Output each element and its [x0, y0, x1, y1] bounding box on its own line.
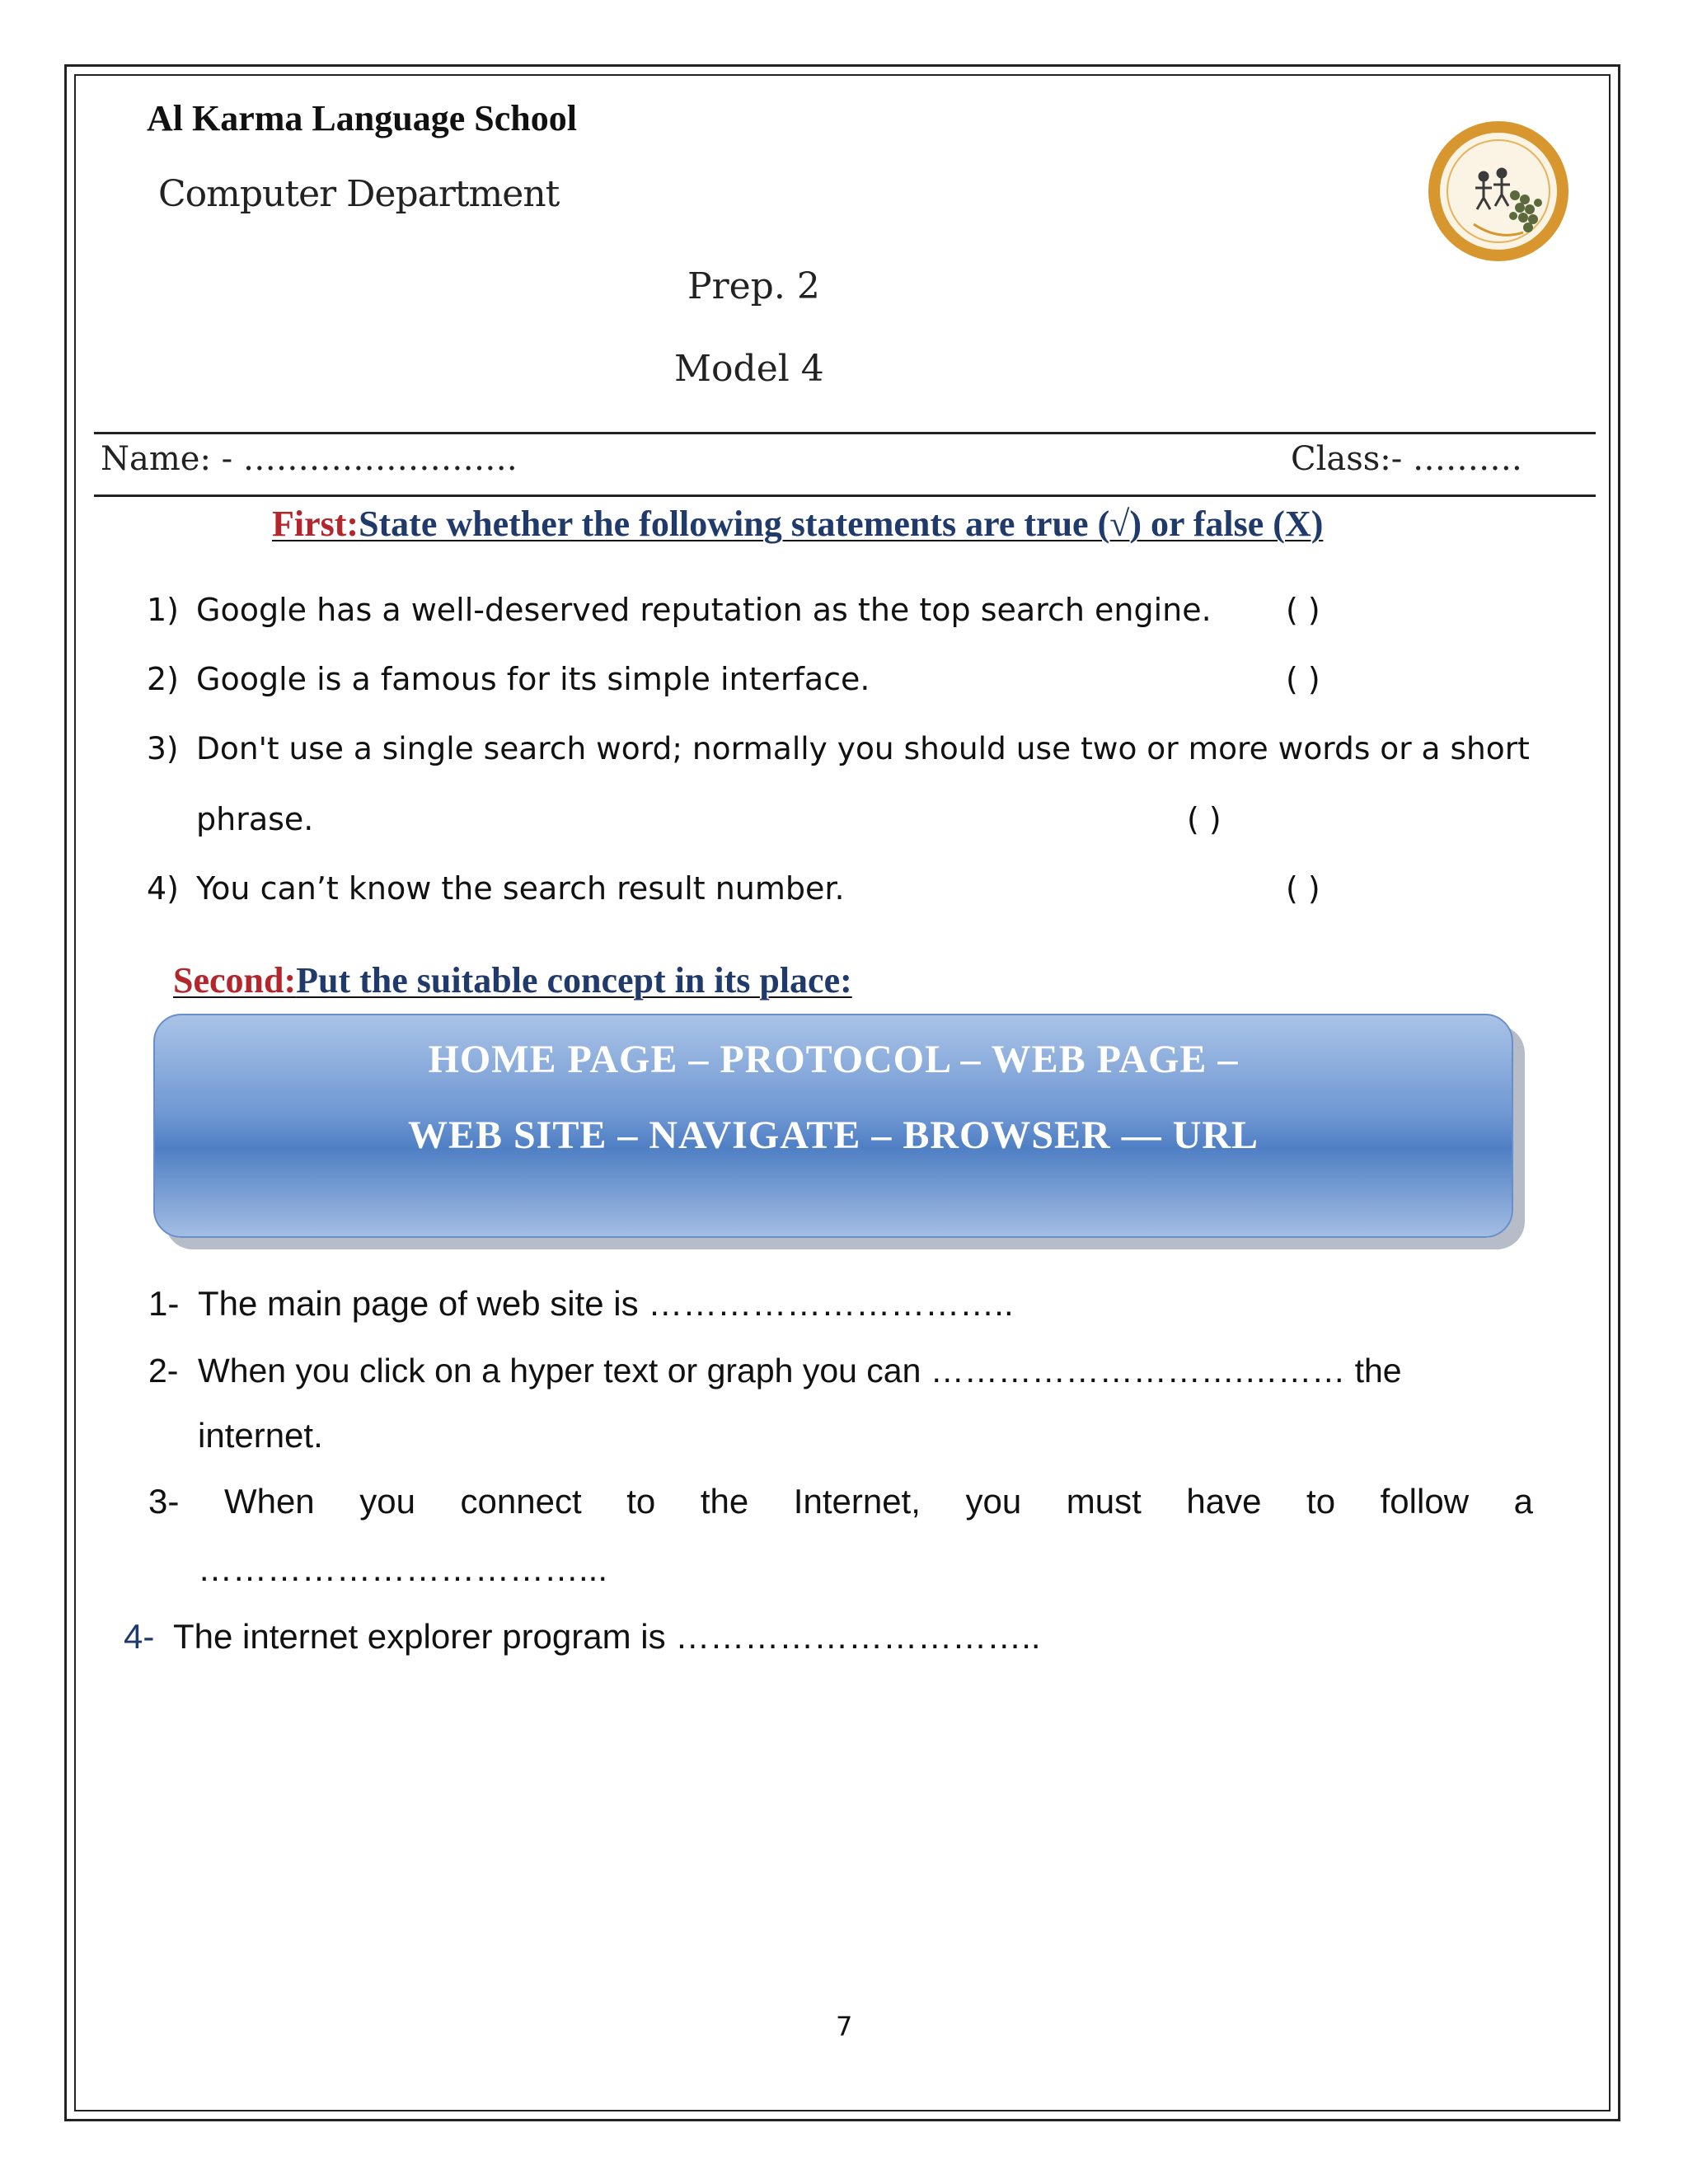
- concepts-line-2: WEB SITE – NAVIGATE – BROWSER — URL: [407, 1113, 1259, 1157]
- section1-prefix: First:: [272, 504, 359, 544]
- concept-word-bank: [153, 1014, 1513, 1238]
- fill-item-2: 2- When you click on a hyper text or graph you can ……………………….……… the: [148, 1352, 1402, 1390]
- student-name-field[interactable]: Name: - …………………….: [101, 440, 518, 478]
- fill-item-2-continued: internet.: [198, 1416, 323, 1455]
- department-name: Computer Department: [158, 173, 560, 215]
- concepts-line-1: HOME PAGE – PROTOCOL – WEB PAGE –: [428, 1038, 1239, 1081]
- school-logo-icon: [1416, 117, 1581, 265]
- header-rule-top: [94, 432, 1596, 434]
- statement-4: 4) You can’t know the search result number.: [147, 870, 845, 907]
- answer-box-4[interactable]: ( ): [1286, 870, 1320, 907]
- section2-prefix: Second:: [173, 960, 297, 1001]
- answer-box-3[interactable]: ( ): [1187, 801, 1221, 837]
- fill-item-4: 4- The internet explorer program is …………………………..: [124, 1617, 1041, 1656]
- student-class-field[interactable]: Class:- ……….: [1291, 440, 1522, 478]
- statement-2: 2) Google is a famous for its simple interface.: [147, 661, 870, 697]
- statement-3: 3) Don't use a single search word; normally you should use two or more words or a short: [147, 730, 1530, 766]
- answer-box-1[interactable]: ( ): [1286, 592, 1320, 628]
- section2-heading: [173, 959, 852, 1001]
- section1-title: State whether the following statements are true (√) or false (X): [359, 504, 1324, 544]
- page-number: 7: [836, 2011, 853, 2042]
- fill-item-3-continued: ……………………………...: [198, 1549, 608, 1588]
- statement-3-continued: phrase.: [196, 801, 314, 837]
- school-name: Al Karma Language School: [147, 98, 577, 138]
- fill-item-1: 1- The main page of web site is …………………………..: [148, 1284, 1014, 1323]
- model-label: Model 4: [674, 348, 824, 390]
- fill-item-3: 3- When you connect to the Internet, you must have to follow a: [148, 1482, 1533, 1521]
- statement-1: 1) Google has a well-deserved reputation as the top search engine.: [147, 592, 1212, 628]
- grade-label: Prep. 2: [687, 265, 820, 307]
- header-rule-bottom: [94, 494, 1596, 497]
- section2-title: Put the suitable concept in its place:: [296, 960, 852, 1001]
- answer-box-2[interactable]: ( ): [1286, 661, 1320, 697]
- section1-heading: [272, 503, 1323, 545]
